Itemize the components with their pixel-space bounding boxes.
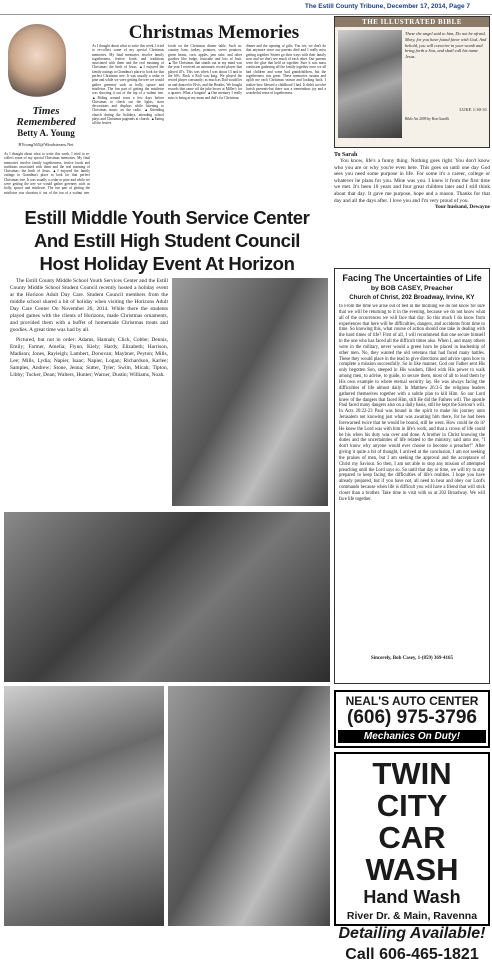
carwash-line-5: Detailing Available! (338, 925, 486, 942)
devotional-byline: by BOB CASEY, Preacher (370, 285, 454, 292)
letter-body: You know, life's a funny thing. Nothing goes right. You don't know who you are or why you're even here. This goes on until one day God sees you need some purpose in life. For some it's a career, college or whatever he plans for you. Mine was you. I knew it from the first time we met. It's been 10 years and four great children later and I still think about that day. It gave me purpose, hope and a reason. Thanks for that day and all the days after. I love you and I'm very proud of you. (334, 158, 490, 204)
carwash-line-6: Call 606-465-1821 (345, 946, 479, 963)
bible-banner: THE ILLUSTRATED BIBLE (335, 17, 489, 27)
news-body: The Estill County Middle School Youth Services Center and the Estill County Middle School Student Council recently hosted a holiday event at the Horizon Adult Day Care. Student Council members from the middle school shared a bit of holiday when visiting the Horizons Adult Day Care Center On November 26, 2014. While there the students played games with the clients of Horizons, made Christmas ornaments, and provided them with a buffet of homemade Christmas treats and goodies. A great time was had by all. (10, 278, 168, 333)
carwash-line-2: CAR WASH (365, 820, 459, 887)
bible-ref: LUKE 1:30-31 (459, 107, 487, 112)
column-body-1: As I thought about what to write this week, I tried to re-collect some of my special Christmas memories. My final memories involve family togetherness, festive foods and traditions associated with them and the real meaning of Christmas: the birth of Jesus. ▲I enjoyed the family outings to Grandma's place to look for that perfect Christmas tree. It was usually a cedar or pine and while we were getting the tree we would gather greenery such as holly, spruce and mistletoe. The fun part of getting the mistletoe was shooting it out of the top of a walnut tree. (4, 152, 90, 194)
page-header-title: The Estill County Tribune, December 17, 2014, Page 7 (304, 3, 470, 10)
neals-phone: (606) 975-3796 (347, 707, 477, 728)
headline-line-2: And Estill High Student Council (33, 230, 301, 251)
illustrated-bible-box (334, 16, 490, 148)
devotional-body: In From the time we arise out of bed in the morning we do not know for sure that we will be returning to it in the evening, because we do not know what all of the occurrences we will face that day. So this much I do know from experiences that here will be difficulties, dangers, and accidents from time to time. So knowing this, what course of action should one take in dealing with the hard times of life? First of all, I will recommend that one secure himself in the one who has faced all the difficult times also. When I, and many others were in the military, never would a green horn be placed in leadership of other men. No, they wanted the old veterans that had faced many battles. These they would place in the lead to give directions and advice upon how to complete a mission successfully. So in like manner, God our Father sent His only begotten Son, steeped in His wisdom, filled with His power to walk among men, to advise, to guide, to secure them, most of all to lead them by His own example to where eternal security lay. He was always facing the difficulties of life almost daily. In Matthew 26:3-5 the religious leaders gathered themselves together with a subtle plan to kill Him. So our Lord knew of the dangers that faced Him, still He did the Fathers will. The apostle Paul faced many dangers also on a daily basis, still he kept the Saviour's will. In Acts 20:22-23 Paul was bound in the spirit to make his journey unto Jerusalem not knowing just what was awaiting him there, for he had been forewarned twice that he would be bound, still he went. How could he do it? He knew the Lord was with him in life's work, and that a crown of life could be his when his duty was over and done. A brother in Christ knowing the duties and the uncertainties of life related to the ministry, said unto me, "I don't know why anyone would ever choose to become a preacher!" After giving it quite a bit of thought, I arrived at the conclusion, I am not seeking the praises of men, but I am seeking the approval and the acceptance of Christ my Saviour. So then, I am not able to stop any mission of attempted preaching until the Lord says so. So until that day or time, we will try to stay prepared to keep facing the difficulties of life's realities. I hope you have already prepared, but if you have not, all need to hear and obey our Lord's commands because when life is difficult you will have a friend that will stick closer than a brother. Take time to visit with us at 202 Broadway. We will face life together. (339, 304, 485, 502)
author-name: Betty A. Young (17, 128, 75, 138)
photo-day-care-visit (172, 278, 328, 506)
carwash-line-4: River Dr. & Main, Ravenna (346, 910, 478, 922)
neals-name: NEAL'S AUTO CENTER (345, 694, 479, 708)
letter-to-sarah (334, 152, 490, 256)
bible-verse: These the angel said to him, Do not be afraid, Mary, for you have found favor with God. And behold, you will conceive in your womb and bring forth a Son, and shall call his name Jesus. (405, 31, 487, 60)
news-article (10, 278, 168, 508)
byline-mid: Remembered (16, 116, 76, 128)
devotional-title: Facing The Uncertainties of Life (342, 273, 482, 283)
carwash-line-3: Hand Wash (363, 887, 461, 907)
byline-top: Times (32, 105, 60, 117)
bible-credit: Bible Art 2009 by Ron Guzelli (405, 117, 450, 121)
column-body-3: dinner and the opening of gifts. You see, we don't do that anymore since our parents died and I really miss getting together. Sisters go their ways with their family now and we don't see much of each other. Our parents were the glue that held us together. Sure it was mass confusion gathering all the family together once we all had children and some had grandchildren, but the togetherness was great. These memories sustain and uplift me each Christmas season and looking back. I realize how blessed a childhood I had. It didn't involve lavish presents-but there was a tremendous joy and a wonderful sense of togetherness. (246, 44, 326, 96)
news-headline (4, 206, 330, 275)
column-body-1b: As I thought about what to write this week, I tried to re-collect some of my special Christmas memories. My final memories involve family togetherness, festive foods and traditions associated with them and the real meaning of Christmas: the birth of Jesus. ▲I enjoyed the family outings to Grandma's place to look for that perfect Christmas tree. It was usually a cedar or pine and while we were getting the tree we would gather greenery such as holly, spruce and mistletoe. The fun part of getting the mistletoe was shooting it out of the top of a walnut tree. ▲Riding around town a few days before Christmas to check out the lights, store decorations and displays while listening to Christmas music on the radio. ▲Attending church during the holidays, attending school plays and Christmas pageants at church. ▲Eating all the festive (92, 44, 164, 126)
neals-tagline: Mechanics On Duty! (338, 730, 486, 743)
page-header (0, 0, 492, 15)
column-byline (4, 106, 88, 150)
devotional-church: Church of Christ, 202 Broadway, Irvine, KY (349, 294, 475, 301)
news-pictured: Pictured, but not in order: Adams, Hannah; Click, Cobbe; Dennis, Emily; Farmer, Amelia; Flynn, Kiely; Hardy, Elizabeth; Harrison, Madison; Jones, Rayleigh; Lambert, Donovan; Maybner, Peyton; Mills, Lee; Mills, Lydia; Napier, Isaac; Napier, Logan; Richardson, Karlee; Samples, Andrew; Stone, Jenna; Sutter, Tyler; Swim, Micah; Tipton, Libby; Tucker, Dean; Walters, Hunter; Warner, Dustin; Williams, Noah. (10, 337, 168, 378)
author-photo (8, 24, 66, 102)
photo-making-ornaments (168, 686, 330, 926)
headline-line-3: Host Holiday Event At Horizon (39, 253, 295, 274)
photo-student-group (4, 512, 330, 682)
devotional-box (334, 268, 490, 684)
column-body-2: foods on the Christmas dinner table. Such as: country ham, turkey, potatoes, sweet potatoes, green beans, corn, apples, jam cake, and other goodies like fudge, fruitcake and lots of fruit. ▲The Christmas that stands out in my mind was the year I received an automatic record player that played 45's. This was when I was about 13 and in the 60's. Rock n Roll was king. We played the record player constantly; as much as Dad would let us and danced to Elvis, and the Beatles. We bought records that came off the juke boxes at Miller's for a quarter. What a bargain! ▲One memory I really miss is being at my mom and dad's for Christmas (168, 44, 242, 100)
neals-auto-ad (334, 690, 490, 748)
bible-illustration (338, 30, 402, 138)
headline-line-1: Estill Middle Youth Service Center (24, 207, 310, 228)
author-email[interactable]: BYoung565@Windstream.Net (18, 142, 74, 147)
letter-salutation: To Sarah (334, 152, 358, 158)
devotional-signoff: Sincerely, Bob Casey, 1-(859) 369-4165 (370, 656, 454, 661)
photo-playing-games (4, 686, 164, 926)
carwash-ad (334, 752, 490, 963)
christmas-memories-title: Christmas Memories (128, 22, 300, 43)
carwash-line-1: TWIN CITY (372, 756, 452, 823)
letter-signoff: Your husband, Dewayne (434, 204, 490, 211)
